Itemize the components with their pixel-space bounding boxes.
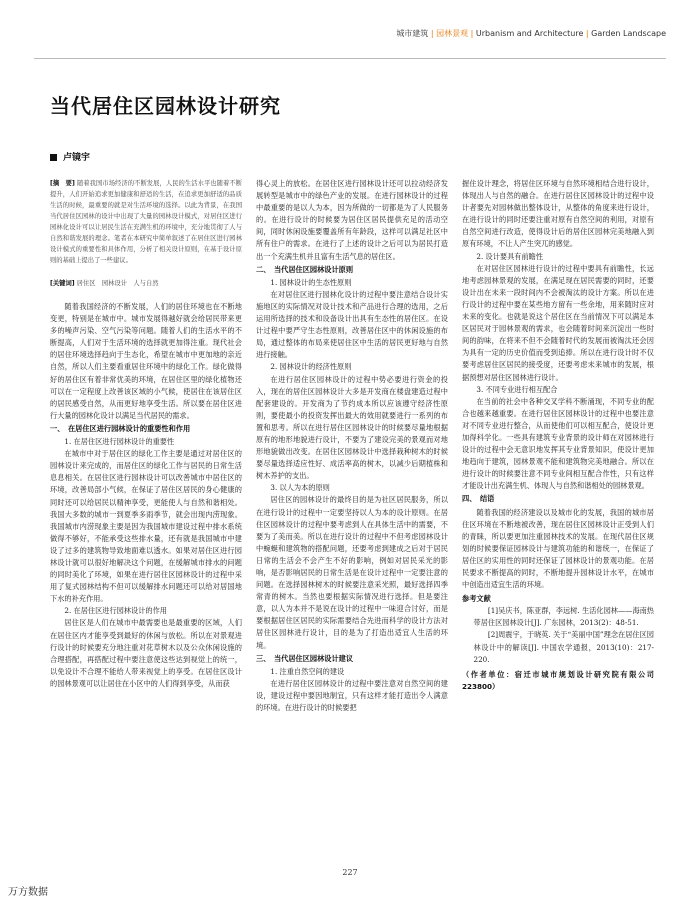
author-affiliation: （作者单位：宿迁市城市规划设计研究院有限公司 223800） xyxy=(462,669,654,691)
page-number: 227 xyxy=(342,868,358,877)
subheading-3-2: 2. 设计要具有前瞻性 xyxy=(476,251,544,261)
section-heading-4: 四、 结语 xyxy=(462,494,495,504)
keywords-paragraph xyxy=(50,278,242,289)
author-line xyxy=(50,150,90,163)
section-heading-1: 一、 在居住区进行园林设计的重要性和作用 xyxy=(50,423,191,433)
author-bullet-icon xyxy=(50,154,57,161)
paragraph-3-1: 在进行居住区园林设计的过程中要注意对自然空间的建设，建设过程中要因地制宜，只有这样才能打造出令人满意的环境。在进行设计的时候要把 xyxy=(256,678,448,713)
keywords-label: [关键词] xyxy=(50,280,75,287)
reference-item: [1]吴庆书，陈亚群，李远树. 生活化园林——海南热带居住区园林设计[J]. 广东园林，2013(2)：48-51. xyxy=(473,606,654,628)
intro-paragraph: 随着我国经济的不断发展，人们的居住环境也在不断地变更，特别是在城市中。城市发展得越好就会给居民带来更多的噪声污染、空气污染等问题。随着人们的生活水平的不断提高，人们对于生活环境的选择就更加得注重。现代社会的居住环境选择趋向于生态化，希望在城市中更加地的亲近自然，所以人们主要看重居住环境中的绿化工作。绿化做得好的居住区有着非常优美的环境，在居住区里的绿化植物还可以在一定程度上改善该区域的小气候，使居住在该居住区的居民感受自然，从而更好地享受生活。所以要在居住区进行大量的园林化设计以满足当代居民的需求。 xyxy=(50,302,242,420)
header-section-mid: 园林景观 xyxy=(436,29,469,38)
paragraph-3-2: 在对居住区园林进行设计的过程中要具有前瞻性，长远地考虑园林景观的发展，在满足现在居民需要的同时，还要设计出在未来一段时间内不会被淘汰的设计方案。所以在进行设计的过程中要在某些地方留有一些余地，用来随时应对未来的变化。也就是说这个居住区在当前情况下可以满足本区居民对于园林景观的需求，也会随着时间来沉淀出一些时间的韵味，在将来不但不会随着时代的发展而被淘汰还会因为具有一定的历史价值而受到追捧。所以在进行设计时不仅要考虑居住区居民的接受度，还要考虑未来城市的发展，根据预想对居住区园林进行设计。 xyxy=(462,263,654,382)
header-sep-3: | xyxy=(583,29,592,38)
column-1 xyxy=(50,178,242,856)
subheading-2-1: 1. 园林设计的生态性原则 xyxy=(270,277,352,287)
paragraph-3-1-cont: 握住设计理念，将居住区环境与自然环境相结合进行设计，体现出人与自然的融合。在进行居住区园林设计的过程中设计者要先对园林做出整体设计，从整体的角度来进行设计，在进行设计的同时还要注重对原有自然空间的利用，对原有自然空间进行改造，使得设计后的居住区园林完美地融入到原有环境，不让人产生突兀的感觉。 xyxy=(462,179,654,249)
section-heading-2: 二、 当代居住区园林设计原则 xyxy=(256,264,354,274)
subheading-1-2: 2. 在居住区进行园林设计的作用 xyxy=(64,606,167,616)
abstract-label: [摘 要] xyxy=(50,180,75,187)
header-divider xyxy=(34,58,666,59)
author-name: 卢镜宇 xyxy=(63,153,91,163)
column-2 xyxy=(256,178,448,856)
subheading-2-2: 2. 园林设计的经济性原则 xyxy=(270,362,352,372)
abstract-text: 随着我国市场经济的不断发展，人民的生活水平也随着不断提升，人们开始追求更加健康和舒适的生活，在追求更加舒适的品质生活的时候，最重要的就是对生活环境的选择。以此为背景，在我国当代居住区园林的设计中出现了大量的园林设计模式，对居住区进行园林化设计可以让居民生活在充满生机的环境中，充分地贯彻了人与自然和谐发展的理念。笔者在本研究中简单叙述了在居住区进行园林设计模式的重要性和具体作用，分析了相关设计原则，在基于设计原则的基础上提出了一些建议。 xyxy=(50,180,242,264)
references-title: 参考文献 xyxy=(462,594,491,604)
header-section-left: 城市建筑 xyxy=(396,29,429,38)
paragraph-2-1: 在对居住区进行园林化设计的过程中要注意结合设计实施地区的实际情况对设计技术和产品进行合理的选用，之后运用所选择的技术和设备设计出具有生态性的居住区。在设计过程中要严守生态性原则，改善居住区中的休闲设施的布局，通过整体的布局来使居住区中生活的居民更好地与自然进行接触。 xyxy=(256,289,448,360)
abstract-paragraph xyxy=(50,178,242,266)
section-heading-3: 三、 当代居住区园林设计建议 xyxy=(256,653,354,663)
header-sep-2: | xyxy=(468,29,476,38)
header-section-right-b: Garden Landscape xyxy=(591,29,666,38)
header-section-right-a: Urbanism and Architecture xyxy=(475,29,584,38)
paragraph-1-1: 在城市中对于居住区的绿化工作主要是通过对居住区的园林设计来完成的，而居住区的绿化工作与居民的日常生活息息相关。在居住区进行园林设计可以改善城市中居住区的环境，改善局部小气候，在保证了居住区居民的身心健康的同时还可以给居民以精神享受，更能使人与自然和谐相处。我国大多数的城市一到夏季多雨季节，就会出现内涝现象。我国城市内涝现象主要是因为我国城市建设过程中排水系统做得不够好，不能承受这些排水量，还有就是我国城市中建设了过多的建筑物导致地面难以透水。如果对居住区进行园林设计就可以很好地解决这个问题，在缓解城市排水的问题的同时美化了环境，如果在进行居住区园林设计的过程中采用了复式园林结构不但可以缓解排水问题还可以给对居国地下水的补充作用。 xyxy=(50,449,242,604)
subheading-3-1: 1. 注重自然空间的建设 xyxy=(270,666,345,676)
subheading-3-3: 3. 不同专业进行相互配合 xyxy=(476,384,558,394)
subheading-1-1: 1. 在居住区进行园林设计的重要性 xyxy=(64,437,175,447)
paragraph-4: 随着我国的经济建设以及城市化的发展，我国的城市居住区环境在不断地被改善，现在居住区园林设计正受到人们的青睐，所以要更加注重园林技术的发展。在现代居住区规划的时候要保证园林设计与建筑功能的和谐统一，在保证了居住区的实用性的同时还保证了园林设计的景观功能。在居民要求不断提高的同时，不断地提升园林设计水平，在城市中创造出适宜生活的环境。 xyxy=(462,507,654,590)
paragraph-2-2: 在进行居住区园林设计的过程中势必要进行资金的投入，现在的居住区园林设计大多是开发商在楼盘建造过程中配套建设的。开发商为了节约成本所以应该遵守经济性原则，要使最小的投资发挥出最大的效用就要进行一系列的布置和思考。所以在进行居住区园林设计的时候要尽量地根据原有的地形地貌进行设计，不要为了建设完美的景观而对地形地貌做出改变。在居住区园林设计中选择栽种树木的时候要尽量选择适应性好、成活率高的树木，以减少后期植株和树木养护的支出。 xyxy=(256,374,448,481)
subheading-2-3: 3. 以人为本的原则 xyxy=(270,483,330,493)
header-sep-1: | xyxy=(428,29,437,38)
abstract-block xyxy=(50,178,242,289)
article-title: 当代居住区园林设计研究 xyxy=(50,94,281,118)
paragraph-2-3: 居住区的园林设计的最终目的是为社区居民服务，所以在进行设计的过程中一定要坚持以人为本的设计原则。在居住区园林设计的过程中要考虑到人在具体生活中的需要，不要为了美而美。所以在进行设计的过程中不但考虑园林设计中蜿蜒和建筑物的搭配问题，还要考虑到建成之后对于居民日常的生活会不会产生不好的影响，例如对居民采光的影响，是否影响居民的日常生活是在设计过程中一定要注意的问题。在选择园林树木的时候要注意采光照，最好选择四季常青的树木。当然也要根据实际情况进行选择。但是要注意，以人为本并不是说在设计的过程中一味迎合讨好，而是要根据居住区居民的实际需要结合先进而科学的设计方法对居住区园林进行设计，目的是为了打造出适宜人生活的环境。 xyxy=(256,495,448,650)
paragraph-1-2: 居住区是人们在城市中最需要也是最重要的区域，人们在居住区内才能享受到最好的休闲与放松。所以在对景观进行设计的时候要充分地注重对花草树木以及公众休闲设施的合理搭配，再搭配过程中要注意使这些达到视觉上的统一，以免设计不合理不能给人带来视觉上的享受。在居住区设计的园林景观可以让居住在小区中的人们得到享受，从而获 xyxy=(50,618,242,688)
running-header xyxy=(34,28,666,58)
footer-watermark: 万方数据 xyxy=(8,887,48,898)
column-3 xyxy=(462,178,654,856)
reference-item: [2]周震宇，于晓英. 关于“美丽中国”理念在居住区园林设计中的解读[J]. 中国农学通报，2013(10)：217-220. xyxy=(473,630,654,664)
body-columns xyxy=(50,178,654,856)
paragraph-1-2-cont: 得心灵上的放松。在居住区进行园林设计还可以拉动经济发展转型是城市中的绿色产业的发展。在进行园林设计的过程中最重要的是以人为本，因为所做的一切都是为了人民服务的。在进行设计的时候要为居住区居民提供充足的活动空间，同时休闲设施要覆盖所有年龄段，这样可以满足社区中所有住户的需求。在进行了上述的设计之后可以为居民打造出一个充满生机并且富有生活气息的居住区。 xyxy=(256,179,448,261)
keywords-text: 居住区 园林设计 人与自然 xyxy=(76,280,159,287)
paragraph-3-3: 在当前的社会中各种交叉学科不断涌现，不同专业的配合也越来越重要。在进行居住区园林设计的过程中也要注意对不同专业进行整合，从而使他们可以相互配合，使设计更加得科学化。一些具有建筑专业背景的设计师在对园林进行设计的过程中会无意识地发挥其专业背景知识，使设计更加地趋向于建筑，园林景观不能和建筑物完美地融合。所以在进行设计的时候要注意不同专业间相互配合作性，只有这样才能设计出充满生机、体现人与自然和谐相处的园林景观。 xyxy=(462,396,654,491)
